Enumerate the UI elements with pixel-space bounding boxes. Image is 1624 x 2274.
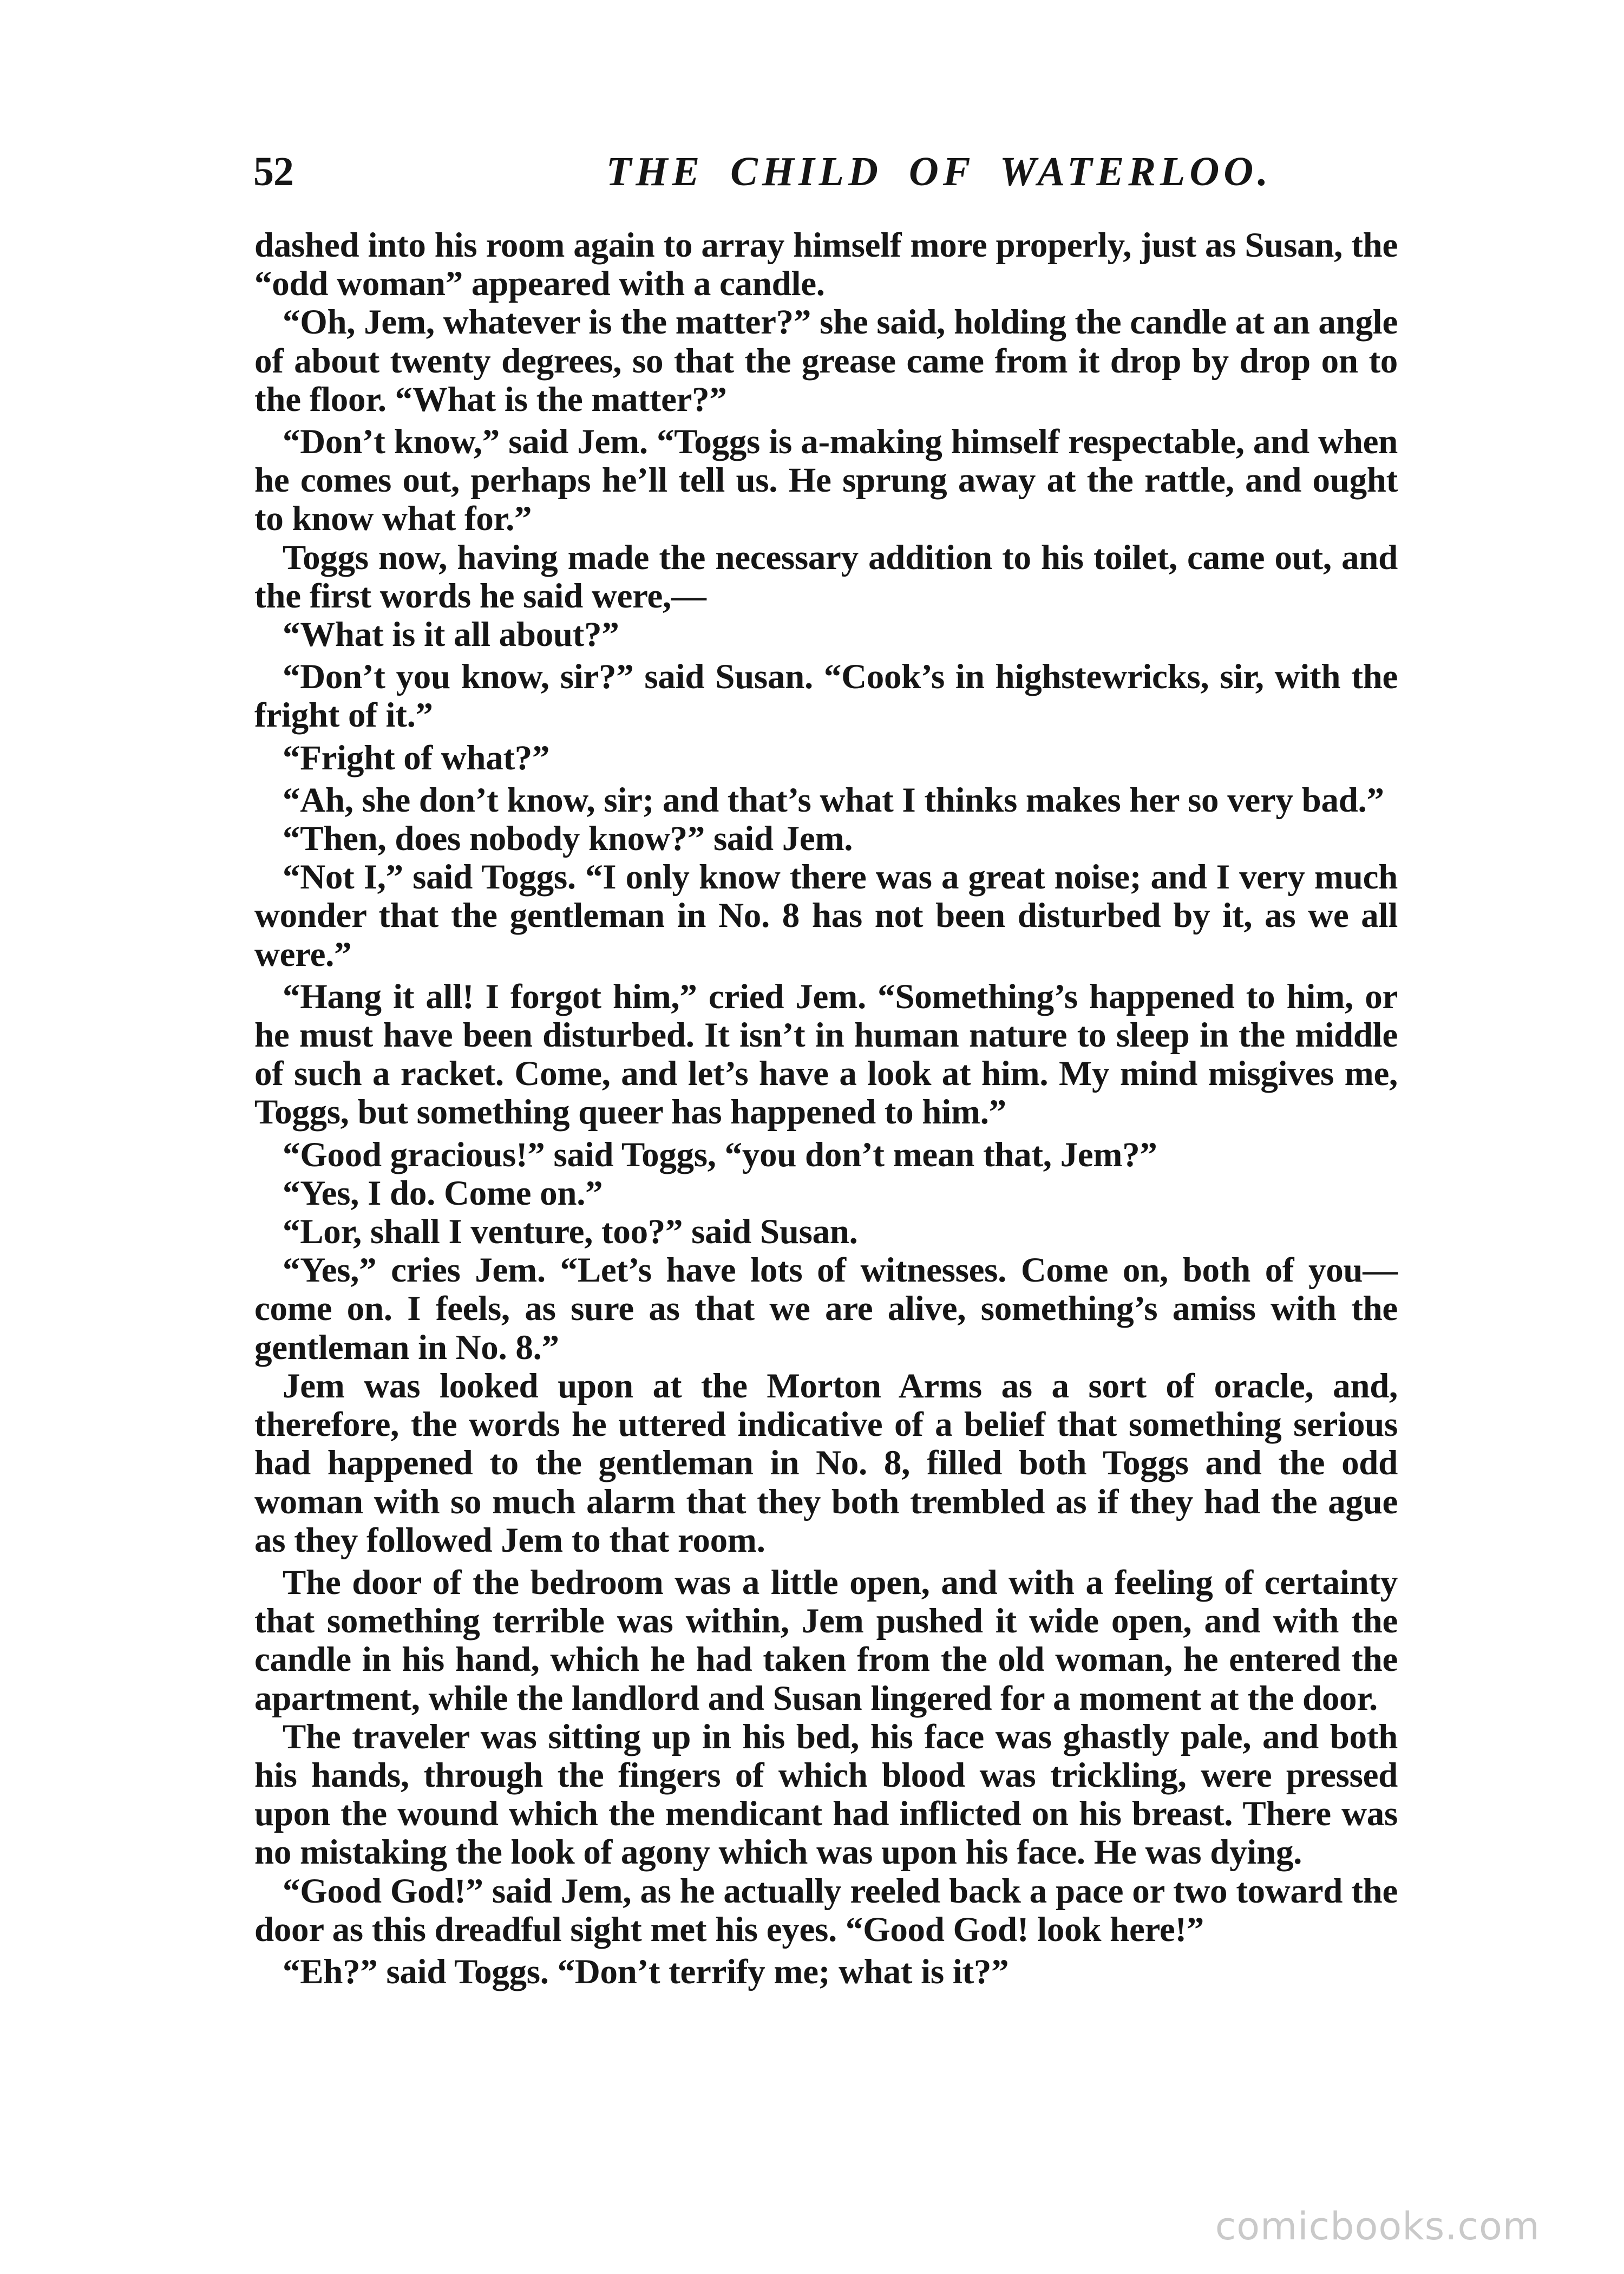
paragraph: “Yes, I do. Come on.”	[283, 1173, 603, 1213]
paragraph: Jem was looked upon at the Morton Arms as a sort of oracle, and, therefore, the words he uttered indicative of a belief that something serious had happened to the gentleman in No. 8, filled both Toggs and the odd woman with so much alarm that they both trembled as if they had the ague as they followed Jem to that room.	[254, 1366, 1398, 1560]
paragraph: The door of the bedroom was a little open, and with a feeling of certainty that something terrible was within, Jem pushed it wide open, and with the candle in his hand, which he had taken from the old woman, he entered the apartment, while the landlord and Susan lingered for a moment at the door.	[254, 1563, 1398, 1718]
paragraph: “Don’t you know, sir?” said Susan. “Cook’s in highstewricks, sir, with the fright of it.”	[254, 657, 1398, 735]
paragraph: Toggs now, having made the necessary addition to his toilet, came out, and the first words he said were,—	[254, 538, 1398, 616]
paragraph: “Good gracious!” said Toggs, “you don’t mean that, Jem?”	[283, 1135, 1157, 1174]
paragraph: “Fright of what?”	[283, 738, 550, 777]
paragraph: The traveler was sitting up in his bed, his face was ghastly pale, and both his hands, through the fingers of which blood was trickling, were pressed upon the wound which the mendicant had inflicted on his breast. There was no mistaking the look of agony which was upon his face. He was dying.	[254, 1717, 1398, 1872]
paragraph: “Oh, Jem, whatever is the matter?” she said, holding the candle at an angle of about twenty degrees, so that the grease came from it drop by drop on to the floor. “What is the matter?”	[254, 303, 1398, 419]
body-text	[254, 226, 1398, 1991]
paragraph: “Yes,” cries Jem. “Let’s have lots of witnesses. Come on, both of you—come on. I feels, as sure as that we are alive, something’s amiss with the gentleman in No. 8.”	[254, 1251, 1398, 1367]
paragraph: “Good God!” said Jem, as he actually reeled back a pace or two toward the door as this dreadful sight met his eyes. “Good God! look here!”	[254, 1871, 1398, 1949]
paragraph: “What is it all about?”	[283, 615, 619, 655]
paragraph: “Not I,” said Toggs. “I only know there was a great noise; and I very much wonder that the gentleman in No. 8 has not been disturbed by it, as we all were.”	[254, 858, 1398, 974]
page-number: 52	[253, 149, 293, 194]
paragraph: “Don’t know,” said Jem. “Toggs is a-making himself respectable, and when he comes out, perhaps he’ll tell us. He sprung away at the rattle, and ought to know what for.”	[254, 422, 1398, 539]
paragraph: “Hang it all! I forgot him,” cried Jem. “Something’s happened to him, or he must have been disturbed. It isn’t in human nature to sleep in the middle of such a racket. Come, and let’s have a look at him. My mind misgives me, Toggs, but something queer has happened to him.”	[254, 977, 1398, 1132]
paragraph: “Ah, she don’t know, sir; and that’s what I thinks makes her so very bad.”	[283, 780, 1384, 820]
paragraph: “Eh?” said Toggs. “Don’t terrify me; what is it?”	[283, 1952, 1009, 1991]
paragraph: “Lor, shall I venture, too?” said Susan.	[283, 1212, 858, 1252]
running-title: THE CHILD OF WATERLOO.	[606, 149, 1273, 194]
watermark: comicbooks.com	[1215, 2204, 1540, 2249]
paragraph: dashed into his room again to array himself more properly, just as Susan, the “odd woman” appeared with a candle.	[254, 226, 1398, 304]
paragraph: “Then, does nobody know?” said Jem.	[283, 819, 853, 859]
